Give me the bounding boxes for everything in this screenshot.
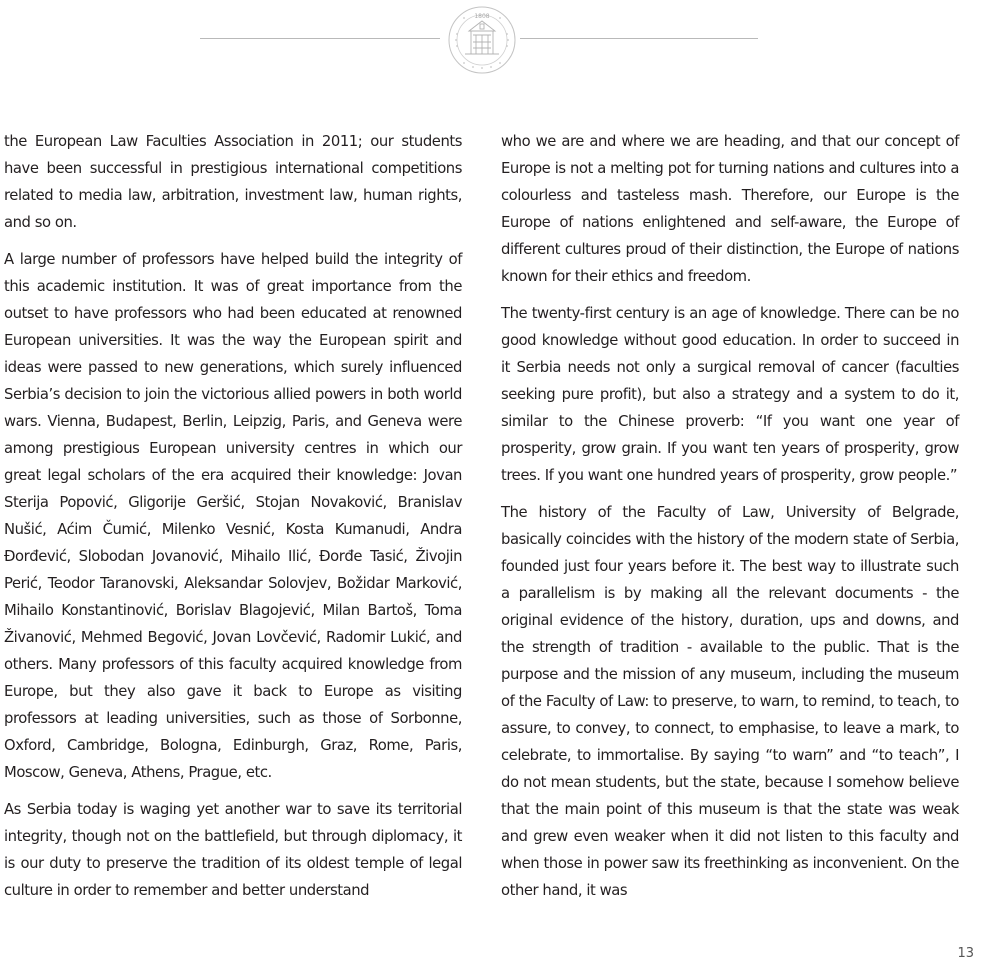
text-column-right bbox=[501, 128, 959, 914]
header-rule-left bbox=[200, 38, 440, 39]
left-paragraph-3: As Serbia today is waging yet another war to save its territorial integrity, though not on the battlefield, but through diplomacy, it is our duty to preserve the tradition of its oldest temple of legal culture in order to remember and better understand bbox=[4, 801, 462, 899]
left-paragraph-2: A large number of professors have helped build the integrity of this academic institution. It was of great importance from the outset to have professors who had been educated at renowned European universities. It was the way the European spirit and ideas were passed to new generations, which surely influenced Serbia’s decision to join the victorious allied powers in both world wars. Vienna, Budapest, Berlin, Leipzig, Paris, and Geneva were among prestigious European university centres in which our great legal scholars of the era acquired their knowledge: Jovan Sterija Popović, Gligorije Geršić, Stojan Novaković, Branislav Nušić, Aćim Čumić, Milenko Vesnić, Kosta Kumanudi, Andra Đorđević, Slobodan Jovanović, Mihailo Ilić, Đorđe Tasić, Živojin Perić, Teodor Taranovski, Aleksandar Solovjev, Božidar Marković, Mihailo Konstantinović, Borislav Blagojević, Milan Bartoš, Toma Živanović, Mehmed Begović, Jovan Lovčević, Radomir Lukić, and others. Many professors of this faculty acquired knowledge from Europe, but they also gave it back to Europe as visiting professors at leading universities, such as those of Sorbonne, Oxford, Cambridge, Bologna, Edinburgh, Graz, Rome, Paris, Moscow, Geneva, Athens, Prague, etc. bbox=[4, 251, 462, 781]
right-paragraph-3: The history of the Faculty of Law, University of Belgrade, basically coincides with the history of the modern state of Serbia, founded just four years before it. The best way to illustrate such a parallelism is by making all the relevant documents - the original evidence of the history, duration, ups and downs, and the strength of tradition - available to the public. That is the purpose and the mission of any museum, including the museum of the Faculty of Law: to preserve, to warn, to remind, to teach, to assure, to convey, to connect, to emphasise, to leave a mark, to celebrate, to immortalise. By saying “to warn” and “to teach”, I do not mean students, but the state, because I somehow believe that the main point of this museum is that the state was weak and grew even weaker when it did not listen to this faculty and when those in power saw its freethinking as inconvenient. On the other hand, it was bbox=[501, 504, 959, 899]
seal-year: 1808 bbox=[474, 13, 490, 20]
header-rule-right bbox=[520, 38, 758, 39]
right-paragraph-2: The twenty-first century is an age of knowledge. There can be no good knowledge without good education. In order to succeed in it Serbia needs not only a surgical removal of cancer (faculties seeking pure profit), but also a strategy and a system to do it, similar to the Chinese proverb: “If you want one year of prosperity, grow grain. If you want ten years of prosperity, grow trees. If you want one hundred years of prosperity, grow people.” bbox=[501, 305, 959, 484]
right-paragraph-1: who we are and where we are heading, and that our concept of Europe is not a melting pot for turning nations and cultures into a colourless and tasteless mash. Therefore, our Europe is the Europe of nations enlightened and self-aware, the Europe of different cultures proud of their distinction, the Europe of nations known for their ethics and freedom. bbox=[501, 133, 959, 285]
text-column-left bbox=[4, 128, 462, 914]
page-number: 13 bbox=[957, 946, 974, 961]
left-paragraph-1: the European Law Faculties Association in 2011; our students have been successful in prestigious international competitions related to media law, arbitration, investment law, human rights, and so on. bbox=[4, 133, 462, 231]
faculty-seal-logo bbox=[444, 4, 520, 76]
